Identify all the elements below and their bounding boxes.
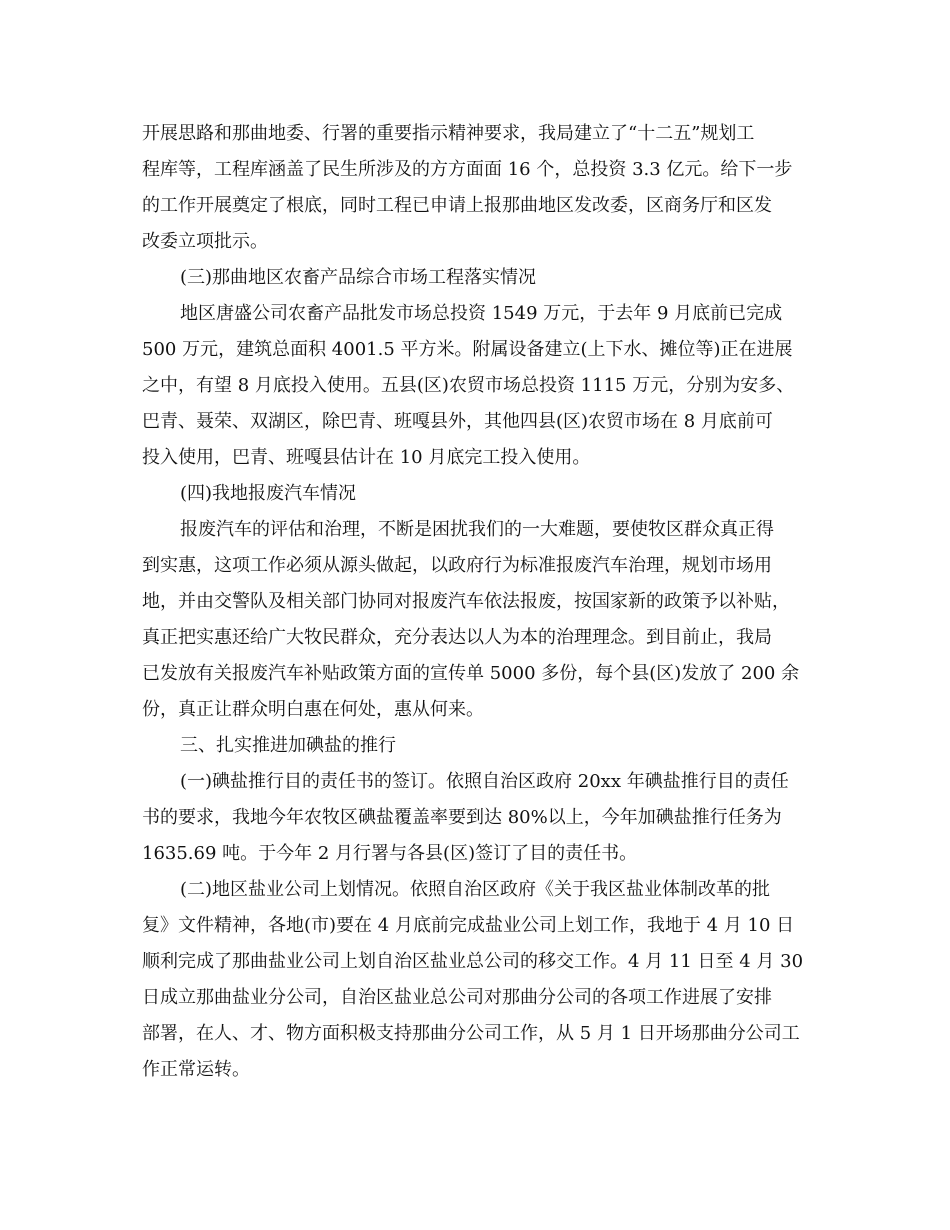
text-line: 作正常运转。	[142, 1059, 250, 1080]
text-line: 复》文件精神，各地(市)要在 4 月底前完成盐业公司上划工作，我地于 4 月 10 日	[142, 915, 795, 936]
text-line: 1635.69 吨。于今年 2 月行署与各县(区)签订了目的责任书。	[142, 843, 638, 864]
text-line: (二)地区盐业公司上划情况。依照自治区政府《关于我区盐业体制改革的批	[180, 879, 771, 900]
text-line: 地，并由交警队及相关部门协同对报废汽车依法报废，按国家新的政策予以补贴，	[142, 591, 790, 612]
text-line: (四)我地报废汽车情况	[180, 483, 357, 504]
text-line: 日成立那曲盐业分公司，自治区盐业总公司对那曲分公司的各项工作进展了安排	[142, 987, 772, 1008]
text-line: 部署，在人、才、物方面积极支持那曲分公司工作，从 5 月 1 日开场那曲分公司工	[142, 1023, 800, 1044]
text-line: 地区唐盛公司农畜产品批发市场总投资 1549 万元，于去年 9 月底前已完成	[180, 303, 783, 324]
text-line: 已发放有关报废汽车补贴政策方面的宣传单 5000 多份，每个县(区)发放了 200 余	[142, 663, 800, 684]
text-line: 投入使用，巴青、班嘎县估计在 10 月底完工投入使用。	[142, 447, 591, 468]
text-line: 程库等，工程库涵盖了民生所涉及的方方面面 16 个，总投资 3.3 亿元。给下一步	[142, 159, 793, 180]
text-line: 的工作开展奠定了根底，同时工程已申请上报那曲地区发改委，区商务厅和区发	[142, 195, 772, 216]
document-body	[142, 116, 810, 1088]
text-line: 巴青、聂荣、双湖区，除巴青、班嘎县外，其他四县(区)农贸市场在 8 月底前可	[142, 411, 773, 432]
text-line: 500 万元，建筑总面积 4001.5 平方米。附属设备建立(上下水、摊位等)正在进展	[142, 339, 793, 360]
text-line: 三、扎实推进加碘盐的推行	[180, 735, 396, 756]
text-line: 份，真正让群众明白惠在何处，惠从何来。	[142, 699, 484, 720]
text-line: (一)碘盐推行目的责任书的签订。依照自治区政府 20xx 年碘盐推行目的责任	[180, 771, 789, 792]
text-line: (三)那曲地区农畜产品综合市场工程落实情况	[180, 267, 537, 288]
text-line: 改委立项批示。	[142, 231, 268, 252]
text-line: 之中，有望 8 月底投入使用。五县(区)农贸市场总投资 1115 万元，分别为安多、	[142, 375, 795, 396]
text-line: 真正把实惠还给广大牧民群众，充分表达以人为本的治理理念。到目前止，我局	[142, 627, 772, 648]
text-line: 报废汽车的评估和治理，不断是困扰我们的一大难题，要使牧区群众真正得	[180, 519, 774, 540]
text-line: 开展思路和那曲地委、行署的重要指示精神要求，我局建立了“十二五”规划工	[142, 123, 755, 144]
text-line: 书的要求，我地今年农牧区碘盐覆盖率要到达 80%以上，今年加碘盐推行任务为	[142, 807, 782, 828]
text-line: 到实惠，这项工作必须从源头做起，以政府行为标准报废汽车治理，规划市场用	[142, 555, 772, 576]
text-line: 顺利完成了那曲盐业公司上划自治区盐业总公司的移交工作。4 月 11 日至 4 月 30	[142, 951, 804, 972]
